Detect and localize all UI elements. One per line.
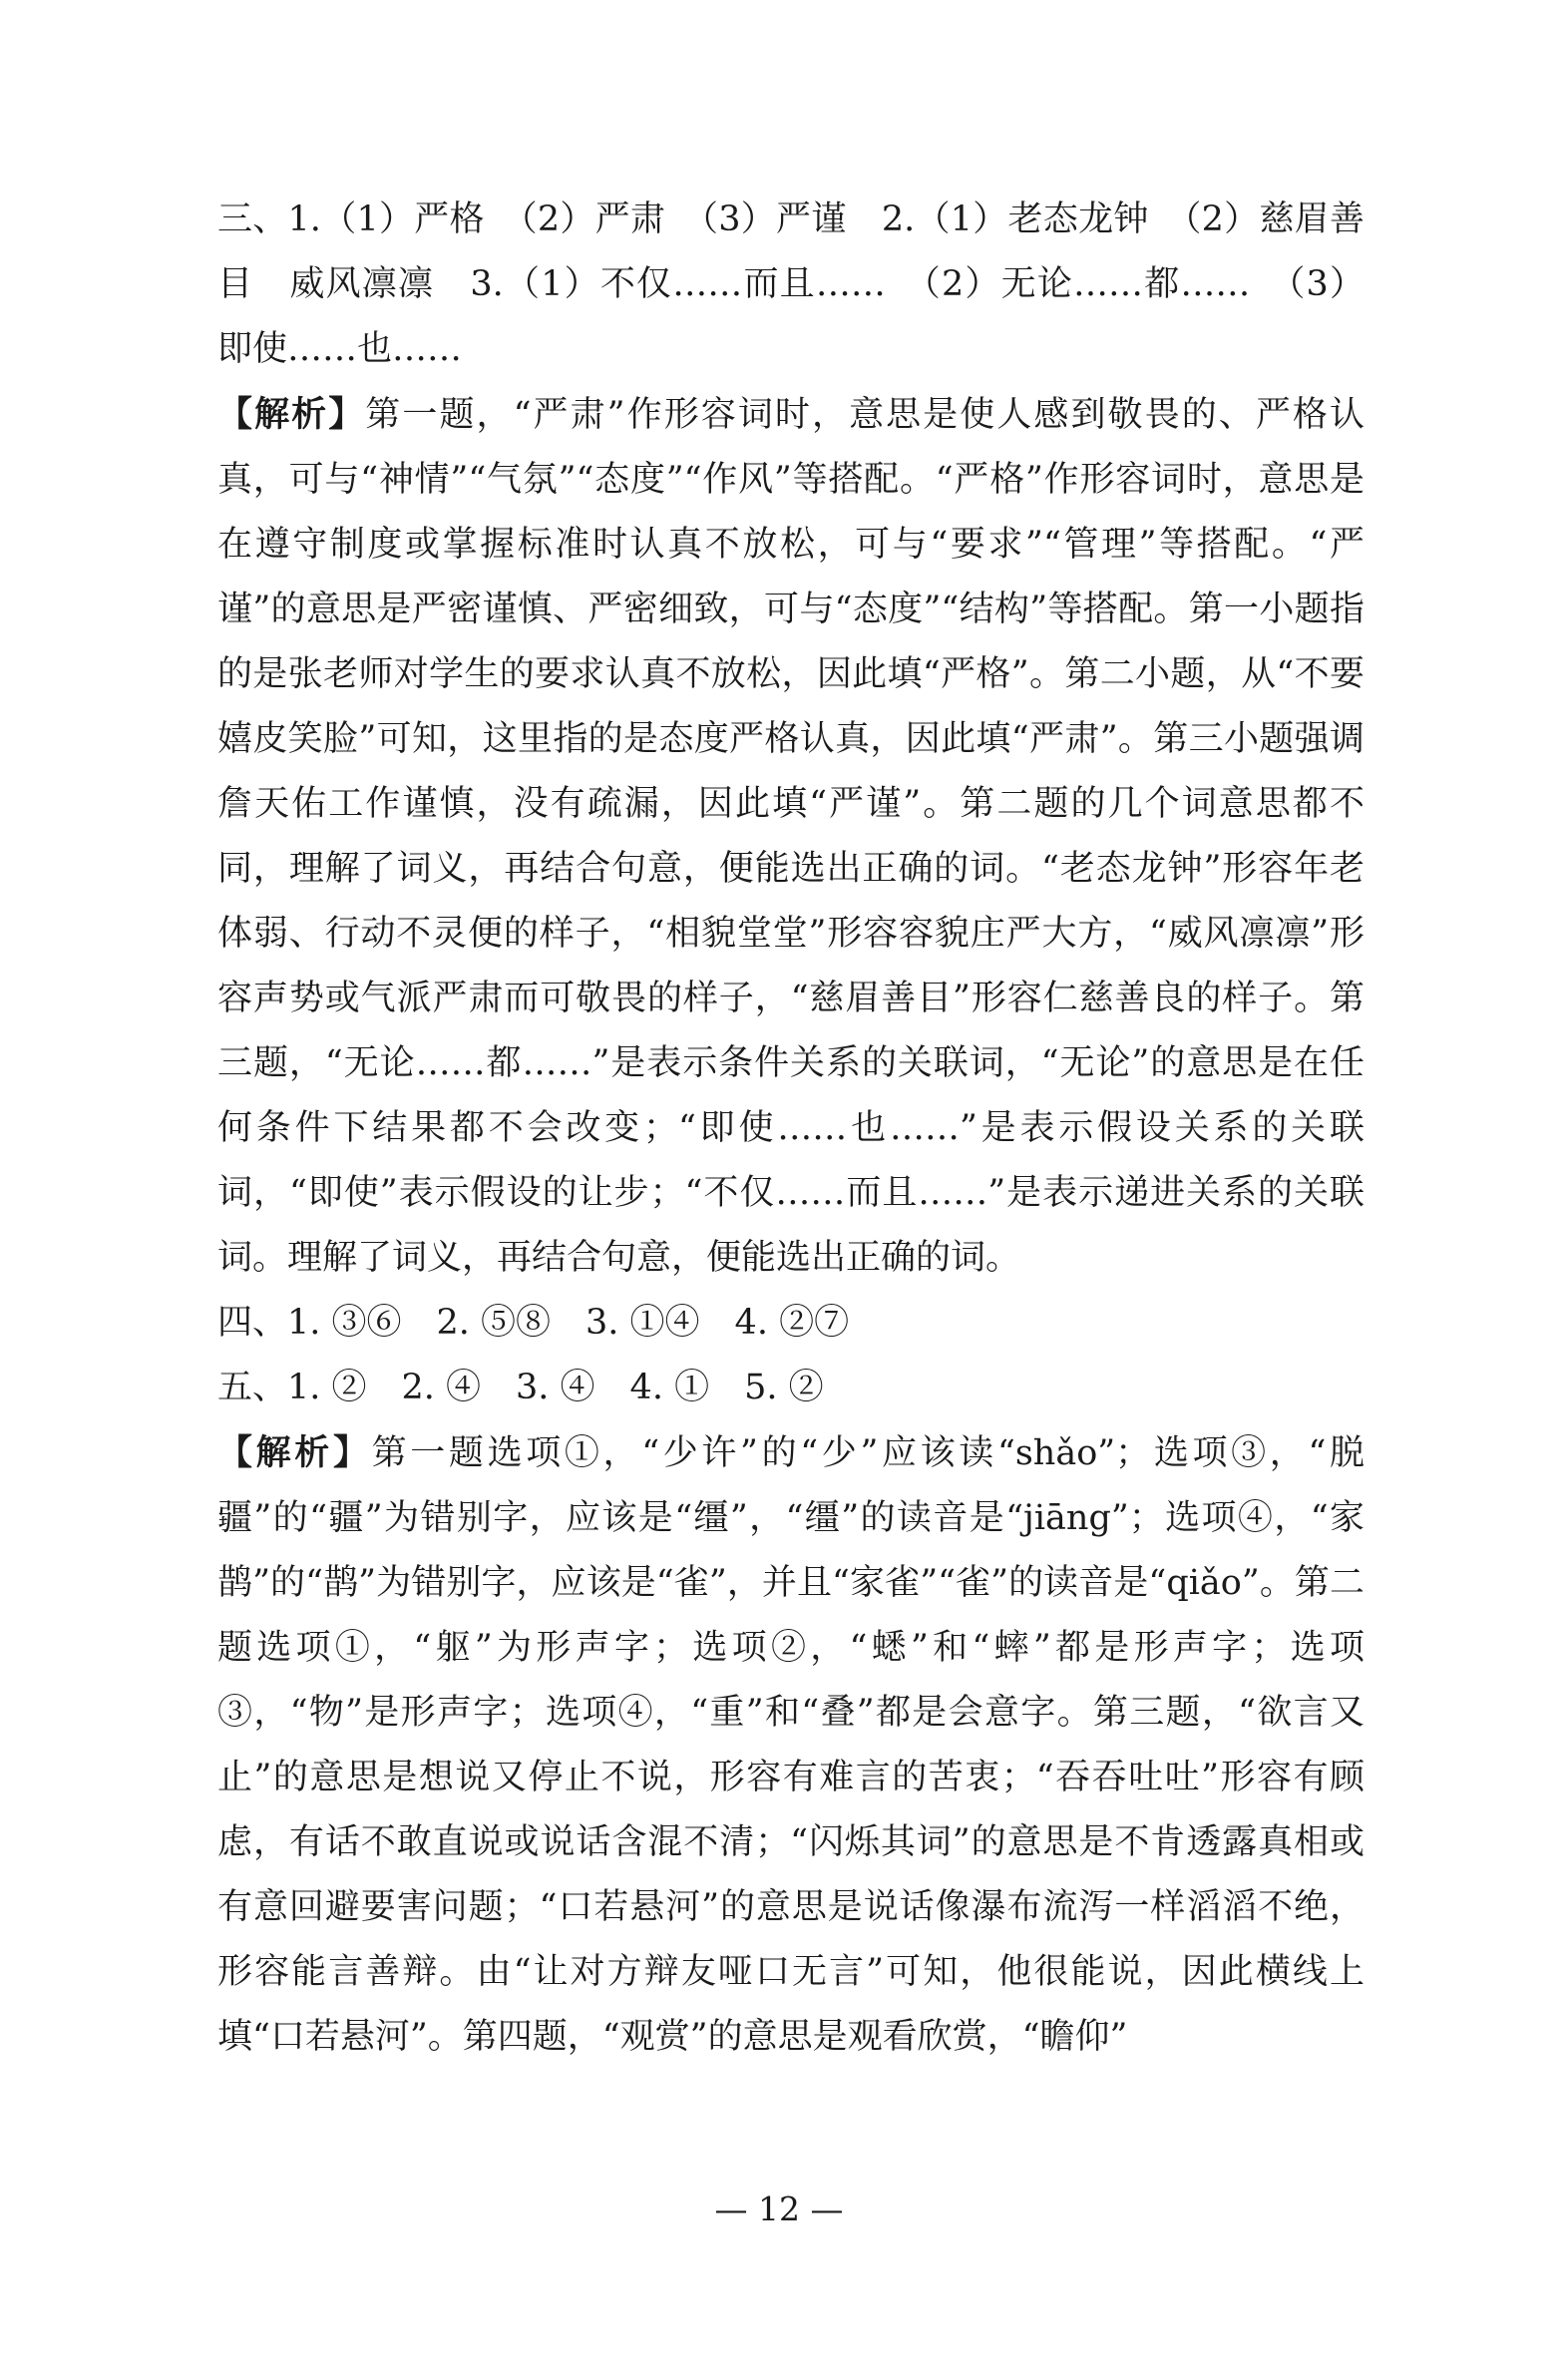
section-5-answers: 五、1. ② 2. ④ 3. ④ 4. ① 5. ② — [217, 1368, 824, 1407]
answer-page — [217, 188, 1364, 2070]
analysis-text: 第一题选项①，“少许”的“少”应该读“shǎo”；选项③，“脱疆”的“疆”为错别字，应该是“缰”，“缰”的读音是“jiāng”；选项④，“家鹊”的“鹊”为错别字，应该是“雀”，并且“家雀”“雀”的读音是“qiǎo”。第二题选项①，“躯”为形声字；选项②，“蟋”和“蟀”都是形声字；选项③，“物”是形声字；选项④，“重”和“叠”都是会意字。第三题，“欲言又止”的意思是想说又停止不说，形容有难言的苦衷；“吞吞吐吐”形容有顾虑，有话不敢直说或说话含混不清；“闪烁其词”的意思是不肯透露真相或有意回避要害问题；“口若悬河”的意思是说话像瀑布流泻一样滔滔不绝，形容能言善辩。由“让对方辩友哑口无言”可知，他很能说，因此横线上填“口若悬河”。第四题，“观赏”的意思是观看欣赏，“瞻仰” — [217, 1433, 1364, 2057]
analysis-label: 【解析】 — [217, 394, 366, 435]
analysis-label: 【解析】 — [217, 1432, 372, 1473]
section-3-analysis — [217, 382, 1364, 1291]
section-3-answers: 三、1.（1）严格 （2）严肃 （3）严谨 2.（1）老态龙钟 （2）慈眉善目 威风凛凛 3.（1）不仅……而且…… （2）无论……都…… （3）即使……也…… — [217, 199, 1364, 369]
analysis-text: 第一题，“严肃”作形容词时，意思是使人感到敬畏的、严格认真，可与“神情”“气氛”“态度”“作风”等搭配。“严格”作形容词时，意思是在遵守制度或掌握标准时认真不放松，可与“要求”“管理”等搭配。“严谨”的意思是严密谨慎、严密细致，可与“态度”“结构”等搭配。第一小题指的是张老师对学生的要求认真不放松，因此填“严格”。第二小题，从“不要嬉皮笑脸”可知，这里指的是态度严格认真，因此填“严肃”。第三小题强调詹天佑工作谨慎，没有疏漏，因此填“严谨”。第二题的几个词意思都不同，理解了词义，再结合句意，便能选出正确的词。“老态龙钟”形容年老体弱、行动不灵便的样子，“相貌堂堂”形容容貌庄严大方，“威风凛凛”形容声势或气派严肃而可敬畏的样子，“慈眉善目”形容仁慈善良的样子。第三题，“无论……都……”是表示条件关系的关联词，“无论”的意思是在任何条件下结果都不会改变；“即使……也……”是表示假设关系的关联词，“即使”表示假设的让步；“不仅……而且……”是表示递进关系的关联词。理解了词义，再结合句意，便能选出正确的词。 — [217, 395, 1364, 1278]
page-number: — 12 — — [714, 2189, 844, 2228]
section-4-answers: 四、1. ③⑥ 2. ⑤⑧ 3. ①④ 4. ②⑦ — [217, 1303, 850, 1343]
section-5-analysis — [217, 1420, 1364, 2070]
